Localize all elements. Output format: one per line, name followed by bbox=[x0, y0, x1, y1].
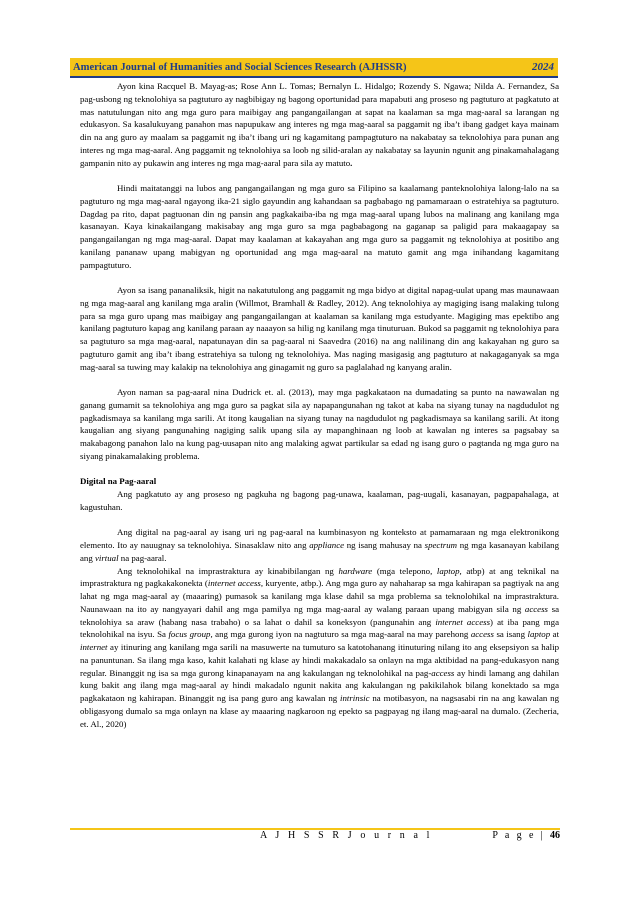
italic-term: laptop bbox=[527, 629, 551, 640]
journal-title: American Journal of Humanities and Social Sciences Research (AJHSSR) bbox=[73, 61, 407, 73]
section-heading: Digital na Pag-aaral bbox=[80, 476, 157, 487]
italic-term: appliance bbox=[309, 540, 345, 550]
journal-header bbox=[70, 58, 558, 78]
section-paragraph-3: Ang teknolohikal na imprastraktura ay kinabibilangan ng hardware (mga telepono, laptop, atbp) at ang teknikal na imprastraktura ng pagkakakonekta (internet access, kuryente, atbp.). Ang mga guro ay nahaharap sa mga kahirapan sa pagtiyak na ang lahat ng mga mag-aaral ay (maaaring) pumasok sa kanilang mga klase dahil sa mga problema sa teknolohikal na imprastraktura. Naunawaan na ito ay nangyayari dahil ang mga pamilya ng mga mag-aaral ay walang paraan upang mabigyan sila ng access sa teknolohiya sa araw (habang nasa trabaho) o sa lahat o dahil sa koneksyon (pangunahin ang internet access) at iba pang mga teknolohikal na isyu. Sa focus group, ang mga gurong iyon na nagtuturo sa mga mag-aaral na may parehong access sa isang laptop at internet ay itinuring ang kanilang mga sarili na masuwerte na tumuturo sa katotohanang itinuturing nilang ito ang eksepsiyon sa halip na panuntunan. Sa ilang mga kaso, kahit kalahati ng klase ay hindi makakadalo sa onlayn na mga aktibidad na pang-edukasyon nang regular. Binanggit ng isa sa mga gurong kinapanayam na ang kakulangan ng teknolohikal na pag-access ay hindi lamang ang dahilan kung bakit ang ilang mga mag-aaral ay hindi makadalo ngunit nakita ang kakulangan ng pakikilahok bilang konektado sa mga pagkakataon ng kahirapan. Binanggit ng isa pang guro ang kawalan ng intrinsic na motibasyon, na nagsasabi rin na ang kawalan ng obligasyong dumalo sa mga onlayn na klase ay maaaring nagkaroon ng epekto sa pagpayag ng ilang mag-aaral na dumalo. (Zecheria, et. Al., 2020) bbox=[80, 565, 560, 729]
italic-term: internet access bbox=[207, 578, 261, 589]
footer-journal-abbrev: A J H S S R J o u r n a l bbox=[260, 830, 433, 841]
italic-term: spectrum bbox=[424, 540, 458, 550]
italic-term: internet bbox=[80, 642, 108, 652]
article-body bbox=[80, 80, 559, 730]
italic-term: access bbox=[431, 667, 455, 678]
section-paragraph-2: Ang digital na pag-aaral ay isang uri ng pag-aaral na kumbinasyon ng konteksto at pamamaraan ng mga elektronikong elemento. Ito ay nauugnay sa teknolohiya. Sinasaklaw nito ang appliance ng isang mahusay na spectrum ng mga kasanayan kabilang ang virtual na pag-aaral. bbox=[80, 527, 560, 563]
italic-term: intrinsic bbox=[340, 693, 370, 703]
italic-term: internet access bbox=[435, 616, 491, 627]
footer-page bbox=[492, 830, 560, 841]
paragraph-4: Ayon naman sa pag-aaral nina Dudrick et. al. (2013), may mga pagkakataon na dumadating sa punto na nawawalan ng ganang gumamit sa teknolohiya ang mga guro sa pagkat sila ay napapangunahan ng takot at kaba na siyang tunay na nagdudulot ng pagkadismaya sa kanilang mga sarili. At itong kaugalian na siyang tunay na nagdudulot ng pagkadismaya sa kanilang sarili. At itong kaugalian ang siyang pangunahing nagiging salik upang sila ay mapanghinaan ng loob at kawalan ng interes sa pagsabay sa makabagong panahon lalo na kung pag-uusapan nito ang malaking agwat partikular sa edad ng isang guro o pagtanda ng mga guro na siyang pinakamalaking problema. bbox=[80, 387, 559, 461]
italic-term: laptop bbox=[436, 565, 460, 576]
footer-page-number: 46 bbox=[550, 830, 560, 841]
italic-term: access bbox=[470, 629, 494, 640]
paragraph-3: Ayon sa isang pananaliksik, higit na nakatutulong ang paggamit ng mga bidyo at digital napag-uulat upang mas maunawaan ng mga mag-aaral ang kanilang mga aralin (Willmot, Bramhall & Radley, 2012). Ang teknolohiya ay magiging isang malaking tulong para sa mga guro upang mas maibigay ang pangangailangan at kaalaman sa kanilang mga estudyante. Magiging mas epektibo ang kanilang pagtuturo kapag ang kanilang paraan ay naaayon sa hilig ng kanilang mga tinuturuan. Bukod sa paggamit ng teknolohiya para sa pagtuturo sa mga mag-aaral, napatunayan din sa pag-aaral ni Saavedra (2016) na ang nalilinang din ang kakayahan ng guro sa pagtuturo gamit ang iba’t ibang estratehiya sa tulong ng teknolohiya. Mas naging masigasig ang pagtuturo at nakagaganyak sa mga mag-aaral sa tuwing may kalakip na teknolohiya ang ginagamit ng guro sa paglalahad ng kanyang aralin. bbox=[80, 285, 559, 372]
italic-term: focus group bbox=[168, 629, 211, 640]
bold-text: . bbox=[350, 157, 353, 168]
section-paragraph-1: Ang pagkatuto ay ang proseso ng pagkuha ng bagong pag-unawa, kaalaman, pag-uugali, kasanayan, pagpapahalaga, at kagustuhan. bbox=[80, 489, 559, 512]
page-footer bbox=[260, 830, 560, 841]
paragraph-1: Ayon kina Racquel B. Mayag-as; Rose Ann L. Tomas; Bernalyn L. Hidalgo; Rozendy S. Ngawa; Nilda A. Fernandez, Sa pag-usbong ng teknolohiya sa pagtuturo ay nagbibigay ng bagong oportunidad para mapabuti ang proseso ng pagtuturo at pagkatuto at mas natutulungan nito ang mga guro para maibigay ang pangangailangan at sapat na kaalaman sa mga mag-aaral sa larangan ng edukasyon. Sa kasalukuyang panahon mas napupukaw ang interes ng mga mag-aaral sa paggamit ng iba’t ibang gadget kaya mainam din na ang guro ay maalam sa paggamit ng iba’t ibang uri ng kagamitang pampagtuturo na nakabatay sa teknolohiya para punan ang interes ng mga mag-aaral. Ang paggamit ng teknolohiya sa loob ng silid-aralan ay nakabatay sa layunin ngunit ang pinakamahalagang gampanin nito ay pukawin ang interes ng mga mag-aaral para sila ay matuto. bbox=[80, 81, 559, 168]
paragraph-2: Hindi maitatanggi na lubos ang pangangailangan ng mga guro sa Filipino sa kaalamang panteknolohiya lalong-lalo na sa pagtuturo ng mga mag-aaral ngayong ika-21 siglo gayundin ang kahandaan sa pagbabago ng pamamaraan o estratehiya sa pagtuturo. Dagdag pa rito, dapat pagtuonan din ng pansin ang pagkakaiba-iba ng mga mag-aaral upang lubos na malinang ang kanilang mga kasanayan. Kaya kinakailangang makisabay ang mga guro sa mga pagbabagong na gaganap sa paligid para makaagapay sa pangangailangan ng mga mag-aaral. Dapat may kaalaman at kakayahan ang mga guro sa paggamit ng teknolohiya at positibo ang kanilang pananaw upang mabigyan ng oportunidad ang mga mag-aaral na matuto gamit ang mga inihandang kagamitang pampagtuturo. bbox=[80, 183, 559, 270]
italic-term: hardware bbox=[338, 565, 373, 576]
italic-term: virtual bbox=[94, 552, 119, 563]
journal-year: 2024 bbox=[532, 61, 554, 73]
footer-page-label: P a g e | bbox=[492, 830, 546, 841]
italic-term: access bbox=[524, 603, 548, 614]
